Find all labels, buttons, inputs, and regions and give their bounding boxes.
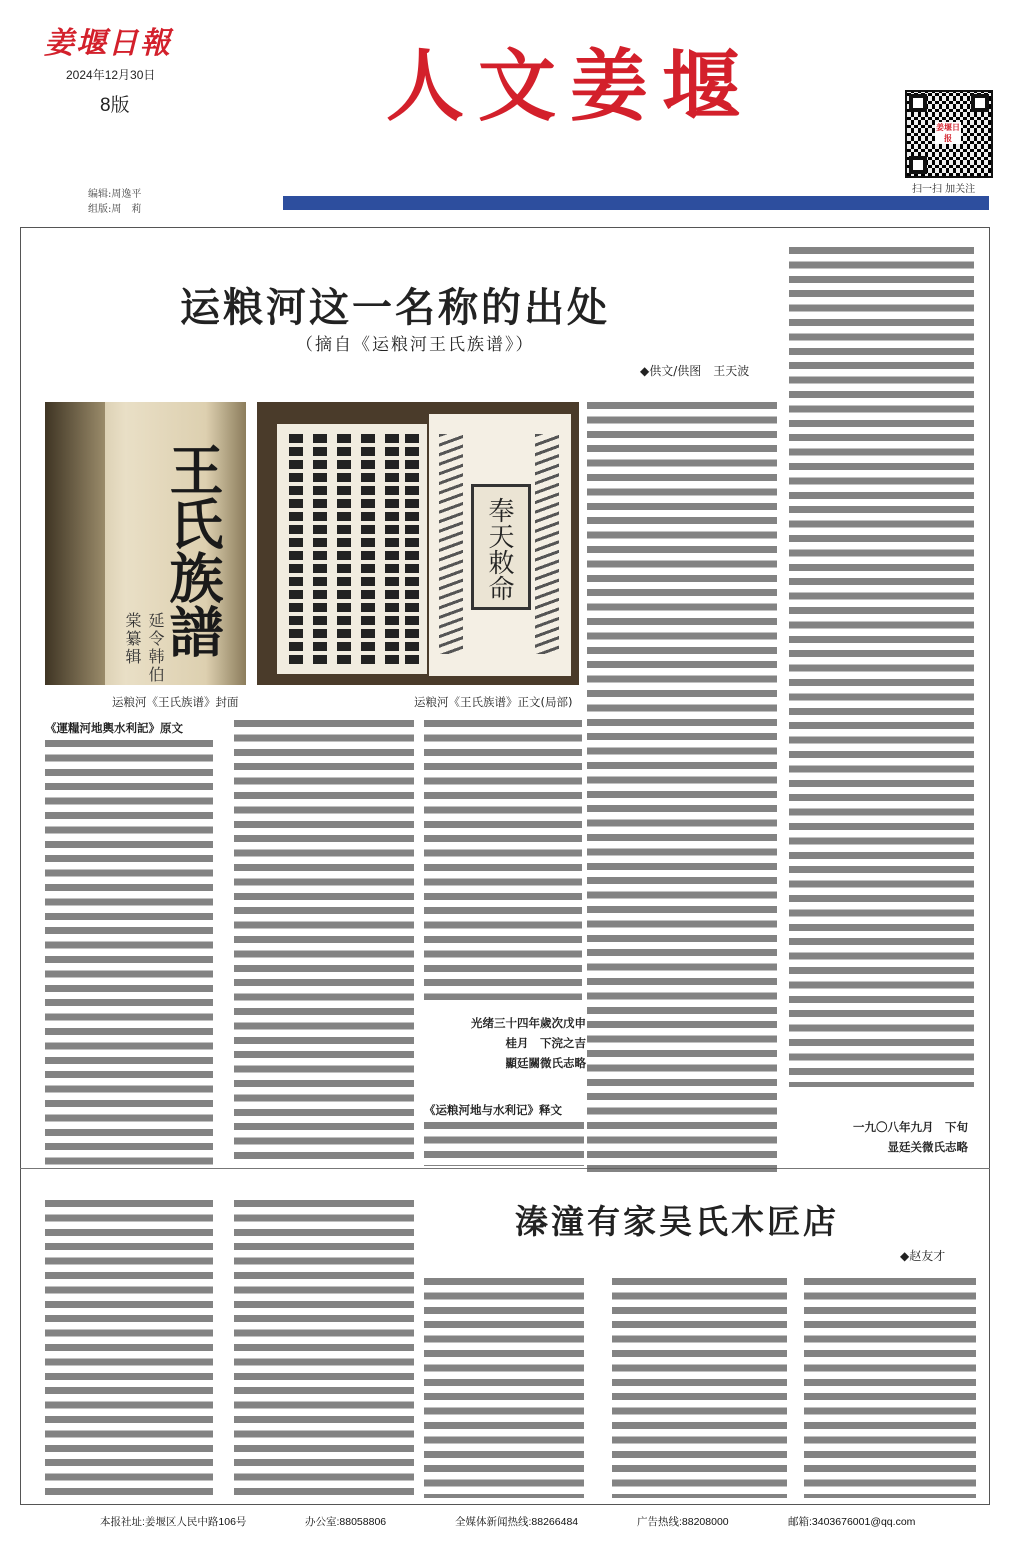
seal-text: 奉天敕命: [484, 497, 514, 601]
text-column: [405, 434, 419, 664]
article-column: [45, 720, 213, 1165]
text-column: [313, 434, 327, 664]
qr-caption: 扫一扫 加关注: [912, 184, 976, 195]
page-number: 8版: [100, 95, 130, 116]
article-divider: [20, 1168, 990, 1169]
translation-signature: [820, 1117, 968, 1157]
text-column: [361, 434, 375, 664]
section-title: 人文姜堰: [386, 42, 755, 132]
article-column: [424, 1278, 584, 1498]
column-heading: 《运粮河地与水利记》释文: [424, 1103, 562, 1117]
footer-ads: 广告热线:88208000: [637, 1516, 729, 1528]
article-column: [45, 1200, 213, 1498]
cover-compiler: 延令韩伯棠纂辑: [123, 612, 165, 684]
original-signature: [440, 1013, 586, 1073]
article-column: [612, 1278, 787, 1498]
cover-title: 王氏族譜: [161, 442, 225, 658]
signature-line: 显廷关微氏志略: [887, 1140, 968, 1154]
text-column: [289, 434, 303, 664]
text-column: [337, 434, 351, 664]
article-column: [234, 1200, 414, 1498]
book-page-right: [429, 414, 571, 676]
imperial-seal: [471, 484, 531, 610]
footer-email: 邮箱:3403676001@qq.com: [788, 1516, 916, 1528]
qr-code-icon: [905, 90, 993, 178]
article-subtitle: （摘自《运粮河王氏族谱》）: [296, 335, 535, 355]
qr-finder-icon: [909, 156, 927, 174]
column-heading: 《運糧河地輿水利記》原文: [45, 721, 183, 735]
genealogy-cover-photo: [45, 402, 246, 685]
dragon-border-left: [439, 434, 463, 654]
article-column: [424, 1102, 584, 1166]
article-title: 溱潼有家吴氏木匠店: [515, 1202, 839, 1241]
photo-caption: 运粮河《王氏族谱》封面: [112, 695, 239, 709]
article-byline: ◆赵友才: [900, 1249, 946, 1263]
article-column: [424, 720, 582, 1000]
book-page-left: [277, 424, 427, 674]
signature-line: 光绪三十四年歲次戊申: [471, 1016, 586, 1030]
signature-line: 桂月 下浣之吉: [505, 1036, 586, 1050]
layout-editor-name: 组版:周 莉: [88, 204, 142, 215]
article-title: 运粮河这一名称的出处: [180, 285, 610, 331]
article-column: [587, 402, 777, 1172]
article-column: [804, 1278, 976, 1498]
footer-hotline: 全媒体新闻热线:88266484: [455, 1516, 579, 1528]
header-divider-bar: [283, 196, 989, 210]
article-column: [789, 247, 974, 1087]
qr-center-logo: 姜堰日报: [936, 122, 960, 143]
newspaper-logo: 姜堰日報: [44, 26, 172, 61]
text-column: [385, 434, 399, 664]
qr-finder-icon: [971, 94, 989, 112]
signature-line: 一九〇八年九月 下旬: [853, 1120, 968, 1134]
footer-office: 办公室:88058806: [305, 1516, 387, 1528]
footer-address: 本报社址:姜堰区人民中路106号: [100, 1516, 247, 1528]
article-column: [234, 720, 414, 1160]
dragon-border-right: [535, 434, 559, 654]
genealogy-text-photo: [257, 402, 579, 685]
editor-name: 编辑:周逸平: [88, 189, 142, 200]
qr-finder-icon: [909, 94, 927, 112]
photo-caption: 运粮河《王氏族谱》正文(局部): [414, 695, 573, 709]
book-spine: [45, 402, 105, 685]
signature-line: 顯廷關微氏志略: [505, 1056, 586, 1070]
editor-credits: [88, 187, 141, 217]
column-text: [45, 740, 213, 1165]
article-byline: ◆供文/供图 王天波: [640, 364, 750, 378]
column-text: [424, 1122, 584, 1166]
issue-date: 2024年12月30日: [66, 68, 156, 82]
